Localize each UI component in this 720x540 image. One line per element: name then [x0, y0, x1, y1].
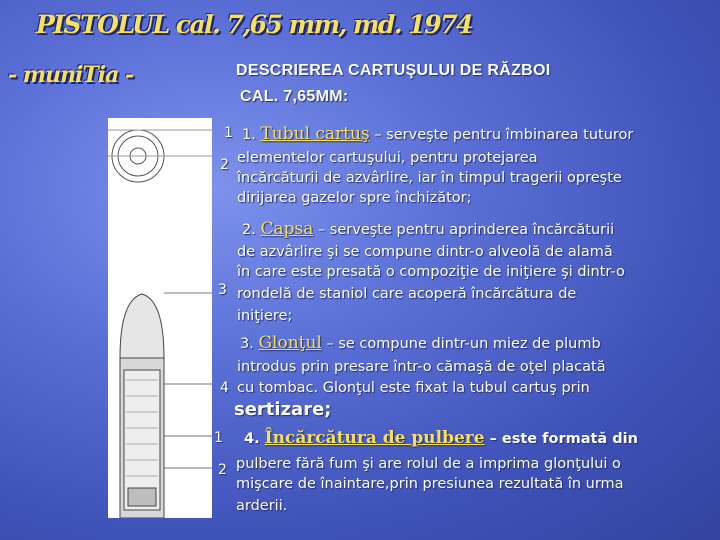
page-subtitle: - muniTia - — [8, 62, 134, 88]
item-4-line: mişcare de înaintare,prin presiunea rezultată în urma — [236, 476, 624, 492]
item-1-line: încărcăturii de azvârlire, iar în timpul tragerii opreşte — [237, 170, 622, 186]
item-2-line: rondelă de staniol care acoperă încărcătura de — [237, 286, 577, 302]
item-4-line: arderii. — [236, 498, 288, 514]
item-2-keyword: Capsa — [260, 219, 314, 239]
item-1-rest: – serveşte pentru îmbinarea tuturor — [369, 127, 634, 143]
item-1-prefix: 1. — [242, 127, 261, 143]
marker-mid-4: 4 — [220, 380, 229, 396]
item-3-first-line — [240, 333, 601, 354]
item-3-prefix: 3. — [240, 336, 259, 352]
cartridge-top-view — [108, 130, 212, 182]
marker-low-1: 1 — [214, 430, 223, 446]
item-1-keyword: Tubul cartuş — [260, 124, 370, 144]
cartridge-side-view — [120, 293, 212, 518]
cartridge-drawing — [108, 118, 212, 518]
item-3-line: sertizare; — [234, 399, 332, 420]
item-3-rest: – se compune dintr-un miez de plumb — [321, 336, 601, 352]
item-1-first-line — [242, 124, 633, 145]
item-2-prefix: 2. — [242, 222, 261, 238]
heading-line-1: DESCRIEREA CARTUŞULUI DE RĂZBOI — [236, 62, 551, 79]
marker-mid-3: 3 — [218, 282, 227, 298]
item-2-line: de azvârlire şi se compune dintr-o alveolă de alamă — [237, 244, 613, 260]
item-3-line: cu tombac. Glonţul este fixat la tubul cartuş prin — [237, 380, 590, 396]
item-4-line: pulbere fără fum şi are rolul de a imprima glonţului o — [236, 456, 621, 472]
item-3-keyword: Glonţul — [258, 333, 322, 353]
item-3-line: introdus prin presare într-o cămaşă de oţel placată — [237, 359, 606, 375]
item-2-first-line — [242, 219, 614, 240]
marker-top-2: 2 — [220, 157, 229, 173]
item-2-line: în care este presată o compoziţie de iniţiere şi dintr-o — [237, 264, 625, 280]
cartridge-svg — [108, 118, 212, 518]
item-2-line: iniţiere; — [237, 308, 293, 324]
marker-low-2: 2 — [218, 462, 227, 478]
item-1-line: elementelor cartuşului, pentru protejarea — [237, 150, 538, 166]
item-4-rest: – este formată din — [484, 431, 638, 447]
item-1-line: dirijarea gazelor spre închizător; — [237, 190, 472, 206]
page-title: PISTOLUL cal. 7,65 mm, md. 1974 — [36, 10, 472, 39]
item-2-rest: – serveşte pentru aprinderea încărcăturii — [313, 222, 615, 238]
marker-top-1: 1 — [224, 125, 233, 141]
item-4-keyword: Încărcătura de pulbere — [264, 428, 485, 448]
item-4-prefix: 4. — [244, 431, 265, 447]
item-4-first-line — [244, 428, 638, 449]
heading-line-2: CAL. 7,65MM: — [240, 88, 349, 105]
